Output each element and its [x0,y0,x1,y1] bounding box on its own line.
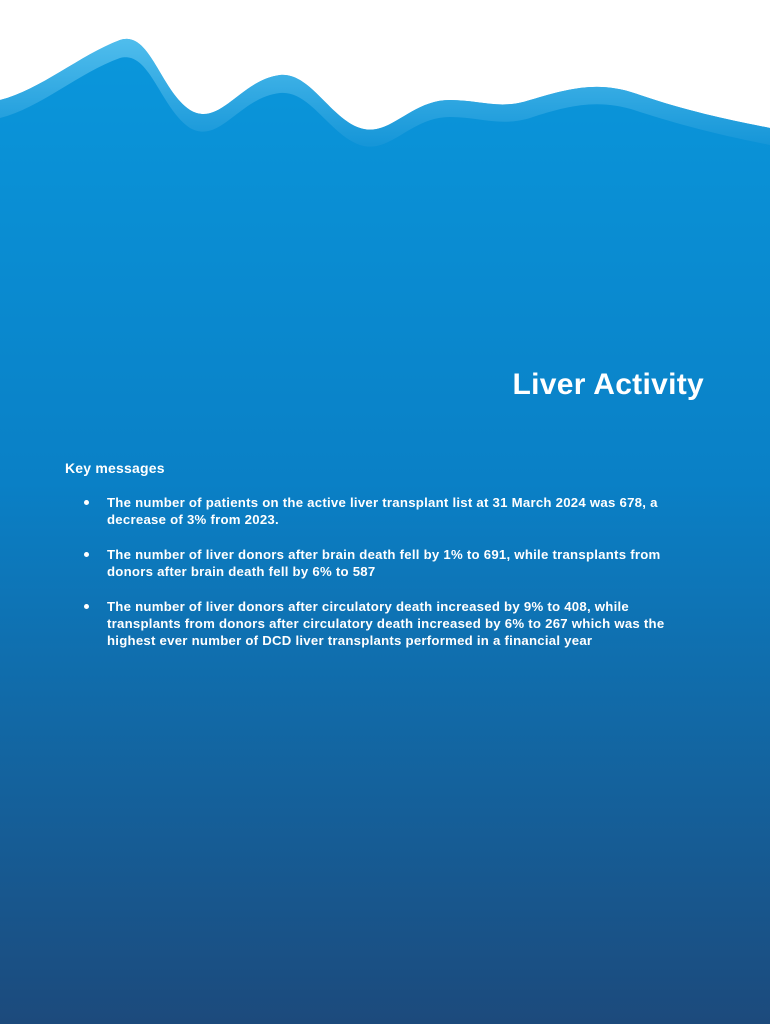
list-item [84,494,704,528]
bullet-text: The number of patients on the active liver transplant list at 31 March 2024 was 678, a decrease of 3% from 2023. [107,495,658,527]
page-title: Liver Activity [512,368,704,401]
list-item [84,598,704,649]
bullet-icon [84,604,89,609]
bullet-text: The number of liver donors after brain death fell by 1% to 691, while transplants from donors after brain death fell by 6% to 587 [107,547,661,579]
key-messages-list [84,494,704,667]
bullet-text: The number of liver donors after circulatory death increased by 9% to 408, while transplants from donors after circulatory death increased by 6% to 267 which was the highest ever number of DCD liver transplants performed in a financial year [107,599,665,648]
key-messages-heading: Key messages [65,460,165,476]
bullet-icon [84,552,89,557]
list-item [84,546,704,580]
bullet-icon [84,500,89,505]
